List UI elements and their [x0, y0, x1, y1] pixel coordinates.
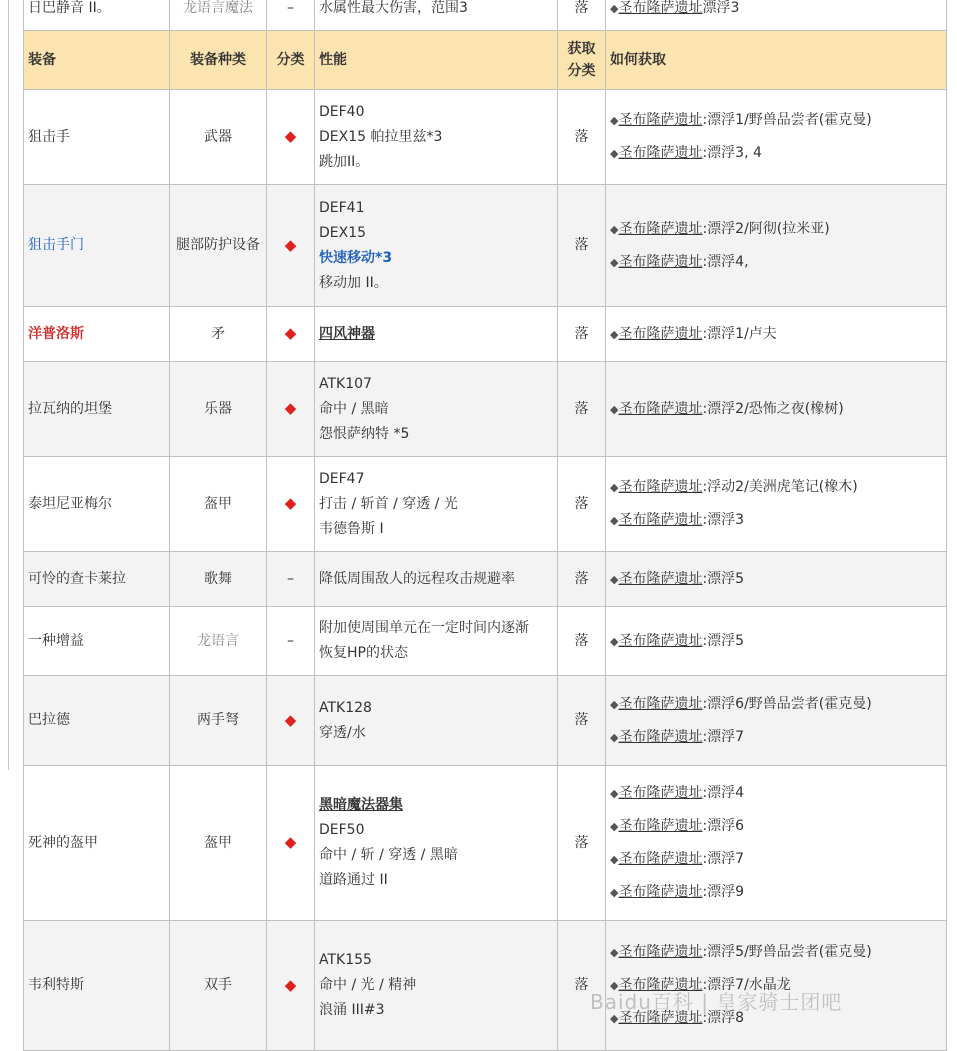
- source-link[interactable]: 圣布隆萨遗址: [618, 632, 703, 649]
- page-left-border: [8, 0, 9, 770]
- cell-name: 一种增益: [24, 607, 170, 676]
- cell-method: 落: [558, 0, 606, 31]
- cell-method: 落: [558, 921, 606, 1051]
- source-link[interactable]: 圣布隆萨遗址: [618, 253, 703, 270]
- source-link[interactable]: 圣布隆萨遗址: [618, 851, 703, 867]
- bullet-icon: ◆: [610, 327, 619, 341]
- item-name-link[interactable]: 狙击手门: [28, 237, 84, 253]
- performance-line: DEX15 帕拉里兹*3: [319, 128, 443, 145]
- cell-type: 歌舞: [170, 552, 267, 607]
- cell-method: 落: [558, 90, 606, 185]
- source-detail: :漂浮1/野兽品尝者(霍克曼): [702, 112, 872, 128]
- cell-type: 矛: [170, 307, 267, 362]
- item-name-link[interactable]: 洋普洛斯: [28, 325, 84, 342]
- source-detail: :漂浮5/野兽品尝者(霍克曼): [702, 944, 872, 960]
- cell-name: 泰坦尼亚梅尔: [24, 457, 170, 552]
- cell-type: 盔甲: [170, 766, 267, 921]
- red-diamond-icon: ◆: [284, 399, 297, 417]
- table-row: [24, 185, 947, 307]
- bullet-icon: ◆: [610, 572, 619, 586]
- source-item: [610, 217, 942, 242]
- performance-line: 降低周围敌人的远程攻击规避率: [319, 570, 515, 587]
- bullet-icon: ◆: [610, 114, 619, 127]
- source-item: [610, 629, 942, 654]
- bullet-icon: ◆: [610, 886, 619, 899]
- bullet-icon: ◆: [610, 853, 619, 866]
- bullet-icon: ◆: [610, 514, 619, 527]
- source-link[interactable]: 圣布隆萨遗址: [618, 570, 703, 587]
- performance-link[interactable]: 快速移动*3: [319, 249, 393, 266]
- cell-category: [267, 362, 315, 457]
- cell-method: 落: [558, 676, 606, 766]
- source-detail: :漂浮2/阿彻(拉米亚): [702, 220, 830, 237]
- source-item: [610, 141, 942, 166]
- header-type: 装备种类: [170, 31, 267, 90]
- cell-performance: [315, 307, 558, 362]
- source-detail: :漂浮8: [702, 1010, 745, 1026]
- cell-category: –: [267, 607, 315, 676]
- red-diamond-icon: ◆: [284, 127, 297, 145]
- header-performance: 性能: [315, 31, 558, 90]
- header-method: 获取分类: [558, 31, 606, 90]
- cell-method: 落: [558, 307, 606, 362]
- cell-performance: [315, 676, 558, 766]
- cell-sources: [606, 766, 947, 921]
- source-link[interactable]: 圣布隆萨遗址: [618, 479, 703, 495]
- source-link[interactable]: 圣布隆萨遗址: [618, 695, 703, 712]
- source-detail: :漂浮3: [702, 512, 745, 528]
- cell-sources: [606, 362, 947, 457]
- bullet-icon: ◆: [610, 147, 619, 160]
- source-item: [610, 397, 942, 422]
- cell-sources: [606, 90, 947, 185]
- source-detail: :漂浮2/恐怖之夜(橡树): [702, 400, 844, 417]
- performance-line: 恢复HP的状态: [319, 645, 408, 661]
- performance-line: 浪涌 III#3: [319, 1002, 385, 1018]
- cell-method: 落: [558, 607, 606, 676]
- source-item: [610, 725, 942, 750]
- performance-line: 附加使周围单元在一定时间内逐渐: [319, 620, 529, 636]
- table-row: [24, 90, 947, 185]
- source-link[interactable]: 圣布隆萨遗址: [618, 884, 703, 900]
- bullet-icon: ◆: [610, 820, 619, 833]
- table-row: [24, 457, 947, 552]
- source-item: [610, 475, 942, 500]
- source-link[interactable]: 圣布隆萨遗址: [618, 785, 703, 801]
- source-link[interactable]: 圣布隆萨遗址: [618, 325, 703, 342]
- cell-type: 两手弩: [170, 676, 267, 766]
- bullet-icon: ◆: [610, 222, 619, 236]
- cell-category: –: [267, 552, 315, 607]
- table-header-row: [24, 31, 947, 90]
- bullet-icon: ◆: [610, 787, 619, 800]
- source-detail: :漂浮4,: [702, 253, 749, 270]
- cell-category: –: [267, 0, 315, 31]
- source-detail: :漂浮7/水晶龙: [702, 977, 791, 993]
- source-item: [610, 880, 942, 905]
- cell-name: 狙击手: [24, 90, 170, 185]
- source-detail: :漂浮6: [702, 818, 745, 834]
- bullet-icon: ◆: [610, 2, 619, 15]
- source-detail: :漂浮7: [702, 851, 745, 867]
- red-diamond-icon: ◆: [284, 833, 297, 851]
- cell-performance: [315, 921, 558, 1051]
- cell-method: 落: [558, 185, 606, 307]
- cell-type: 盔甲: [170, 457, 267, 552]
- source-detail: :漂浮7: [702, 728, 745, 745]
- performance-line: DEF50: [319, 822, 365, 838]
- source-item: [610, 567, 942, 592]
- cell-name: [24, 307, 170, 362]
- cell-name: 可怜的查卡莱拉: [24, 552, 170, 607]
- red-diamond-icon: ◆: [284, 235, 297, 254]
- performance-line: 打击 / 斩首 / 穿透 / 光: [319, 495, 458, 512]
- source-detail: :漂浮4: [702, 785, 745, 801]
- source-item: [610, 940, 942, 965]
- performance-line: ATK155: [319, 952, 372, 968]
- cell-name: 拉瓦纳的坦堡: [24, 362, 170, 457]
- source-item: [610, 847, 942, 872]
- red-diamond-icon: ◆: [284, 710, 297, 729]
- table-row: [24, 676, 947, 766]
- bullet-icon: ◆: [610, 481, 619, 494]
- cell-performance: [315, 185, 558, 307]
- source-link[interactable]: 圣布隆萨遗址: [618, 0, 703, 16]
- red-diamond-icon: ◆: [284, 975, 297, 994]
- source-detail: :浮动2/美洲虎笔记(橡木): [702, 479, 858, 495]
- source-detail: :漂浮1/卢夫: [702, 325, 777, 342]
- cell-sources: [606, 185, 947, 307]
- performance-line: 命中 / 光 / 精神: [319, 977, 417, 993]
- bullet-icon: ◆: [610, 979, 619, 992]
- cell-performance: 水属性最大伤害，范围3: [315, 0, 558, 31]
- performance-link[interactable]: 四风神器: [319, 325, 375, 342]
- source-item: [610, 322, 942, 347]
- cell-sources: [606, 676, 947, 766]
- source-link[interactable]: 圣布隆萨遗址: [618, 728, 703, 745]
- cell-sources: [606, 0, 947, 31]
- cell-performance: [315, 457, 558, 552]
- table-row: [24, 607, 947, 676]
- performance-line: DEF40: [319, 103, 365, 120]
- cell-performance: [315, 90, 558, 185]
- cell-category: [267, 766, 315, 921]
- performance-line: DEF41: [319, 199, 365, 216]
- performance-line: DEF47: [319, 470, 365, 487]
- bullet-icon: ◆: [610, 402, 619, 416]
- cell-type: 武器: [170, 90, 267, 185]
- performance-line: DEX15: [319, 224, 367, 241]
- source-link[interactable]: 圣布隆萨遗址: [618, 818, 703, 834]
- source-item: [610, 250, 942, 275]
- table-row: [24, 552, 947, 607]
- cell-method: 落: [558, 362, 606, 457]
- performance-line: 命中 / 黑暗: [319, 400, 389, 417]
- bullet-icon: ◆: [610, 255, 619, 269]
- cell-name: 韦利特斯: [24, 921, 170, 1051]
- cell-name: [24, 185, 170, 307]
- watermark: Baidu百科 | 皇家骑士团吧: [590, 990, 843, 1014]
- cell-sources: [606, 307, 947, 362]
- bullet-icon: ◆: [610, 730, 619, 744]
- cell-category: [267, 185, 315, 307]
- red-diamond-icon: ◆: [284, 324, 297, 342]
- cell-type: 腿部防护设备: [170, 185, 267, 307]
- cell-sources: [606, 552, 947, 607]
- cell-category: [267, 307, 315, 362]
- cell-performance: [315, 552, 558, 607]
- source-detail: :漂浮5: [702, 632, 745, 649]
- performance-line: 韦德鲁斯 I: [319, 520, 384, 537]
- source-detail: :漂浮5: [702, 570, 745, 587]
- header-equipment: 装备: [24, 31, 170, 90]
- cell-category: [267, 457, 315, 552]
- source-link[interactable]: 圣布隆萨遗址: [618, 1010, 703, 1026]
- header-category: 分类: [267, 31, 315, 90]
- source-link[interactable]: 圣布隆萨遗址: [618, 400, 703, 417]
- source-link[interactable]: 圣布隆萨遗址: [618, 220, 703, 237]
- equipment-table: [23, 0, 947, 1051]
- source-item: [610, 108, 942, 133]
- performance-line: 道路通过 II: [319, 872, 388, 888]
- red-diamond-icon: ◆: [284, 494, 297, 512]
- performance-line: ATK107: [319, 375, 372, 392]
- source-link[interactable]: 圣布隆萨遗址: [618, 145, 703, 161]
- cell-type: 龙语言: [170, 607, 267, 676]
- cell-category: [267, 90, 315, 185]
- cell-type: 双手: [170, 921, 267, 1051]
- source-detail: :漂浮6/野兽品尝者(霍克曼): [702, 695, 872, 712]
- table-row-top-partial: [24, 0, 947, 31]
- cell-method: 落: [558, 457, 606, 552]
- source-item: [610, 781, 942, 806]
- source-link[interactable]: 圣布隆萨遗址: [618, 977, 703, 993]
- performance-line: 怨恨萨纳特 *5: [319, 425, 410, 442]
- source-link[interactable]: 圣布隆萨遗址: [618, 512, 703, 528]
- cell-performance: [315, 766, 558, 921]
- cell-name: 日巴静音 II。: [24, 0, 170, 31]
- cell-type: 龙语言魔法: [170, 0, 267, 31]
- bullet-icon: ◆: [610, 946, 619, 959]
- performance-link[interactable]: 黑暗魔法器集: [319, 797, 403, 813]
- source-item: [610, 692, 942, 717]
- source-link[interactable]: 圣布隆萨遗址: [618, 112, 703, 128]
- cell-method: 落: [558, 766, 606, 921]
- cell-type: 乐器: [170, 362, 267, 457]
- table-row: [24, 766, 947, 921]
- cell-name: 死神的盔甲: [24, 766, 170, 921]
- bullet-icon: ◆: [610, 634, 619, 648]
- bullet-icon: ◆: [610, 697, 619, 711]
- source-item: [610, 814, 942, 839]
- source-item: [610, 508, 942, 533]
- cell-method: 落: [558, 552, 606, 607]
- performance-line: 跳加II。: [319, 153, 370, 170]
- cell-sources: [606, 607, 947, 676]
- performance-line: ATK128: [319, 699, 372, 716]
- header-how: 如何获取: [606, 31, 947, 90]
- bullet-icon: ◆: [610, 1012, 619, 1025]
- cell-sources: [606, 457, 947, 552]
- table-row: [24, 307, 947, 362]
- cell-name: 巴拉德: [24, 676, 170, 766]
- performance-line: 移动加 II。: [319, 274, 388, 291]
- cell-performance: [315, 607, 558, 676]
- source-detail: 漂浮3: [702, 0, 740, 16]
- performance-line: 穿透/水: [319, 724, 366, 741]
- cell-performance: [315, 362, 558, 457]
- source-detail: :漂浮9: [702, 884, 745, 900]
- source-detail: :漂浮3, 4: [702, 145, 762, 161]
- table-row: [24, 362, 947, 457]
- source-link[interactable]: 圣布隆萨遗址: [618, 944, 703, 960]
- cell-category: [267, 676, 315, 766]
- cell-category: [267, 921, 315, 1051]
- performance-line: 命中 / 斩 / 穿透 / 黑暗: [319, 847, 458, 863]
